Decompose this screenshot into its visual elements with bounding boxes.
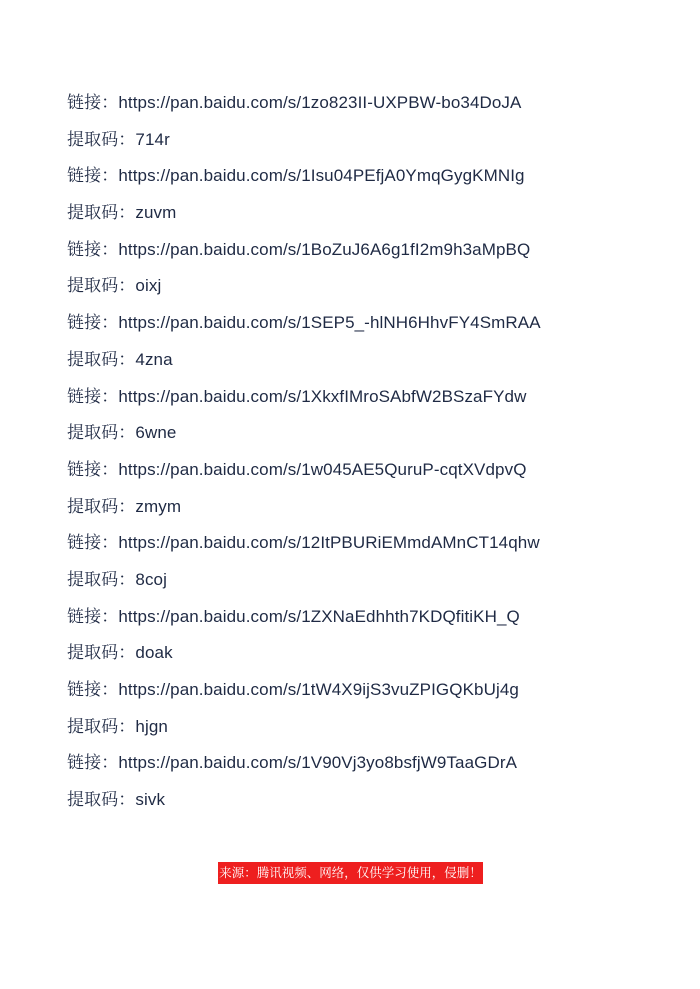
extraction-code: 8coj <box>135 569 167 589</box>
link-url[interactable]: https://pan.baidu.com/s/1SEP5_-hlNH6HhvFY4SmRAA <box>118 313 541 333</box>
link-url[interactable]: https://pan.baidu.com/s/1BoZuJ6A6g1fI2m9h3aMpBQ <box>118 239 531 259</box>
link-list <box>67 90 667 824</box>
code-line-10 <box>67 787 667 824</box>
extraction-code: doak <box>135 643 173 663</box>
source-disclaimer-banner: 来源：腾讯视频、网络，仅供学习使用，侵删！ <box>218 862 483 884</box>
code-line-2 <box>67 200 667 237</box>
extraction-code: 714r <box>135 129 170 149</box>
code-line-8 <box>67 640 667 677</box>
link-url[interactable]: https://pan.baidu.com/s/1zo823II-UXPBW-bo34DoJA <box>118 93 522 112</box>
code-label: 提取码： <box>67 203 136 223</box>
extraction-code: zmym <box>135 496 182 516</box>
link-label: 链接： <box>67 386 119 406</box>
link-url[interactable]: https://pan.baidu.com/s/1XkxfIMroSAbfW2BSzaFYdw <box>118 386 527 406</box>
link-url[interactable]: https://pan.baidu.com/s/1tW4X9ijS3vuZPIGQKbUj4g <box>118 680 519 699</box>
code-line-7 <box>67 567 667 604</box>
code-label: 提取码： <box>67 349 136 369</box>
code-label: 提取码： <box>67 496 136 516</box>
link-url[interactable]: https://pan.baidu.com/s/12ItPBURiEMmdAMnCT14qhw <box>118 533 540 553</box>
code-line-6 <box>67 494 667 531</box>
link-label: 链接： <box>67 166 119 186</box>
link-line-8 <box>67 604 667 641</box>
link-line-2 <box>67 163 667 200</box>
link-label: 链接： <box>67 533 119 553</box>
extraction-code: hjgn <box>135 716 168 736</box>
link-line-10 <box>67 750 667 787</box>
link-label: 链接： <box>67 93 119 112</box>
code-label: 提取码： <box>67 643 136 663</box>
extraction-code: 4zna <box>135 349 173 369</box>
link-line-4 <box>67 310 667 347</box>
code-line-3 <box>67 273 667 310</box>
code-label: 提取码： <box>67 569 136 589</box>
code-label: 提取码： <box>67 716 136 736</box>
link-url[interactable]: https://pan.baidu.com/s/1w045AE5QuruP-cqtXVdpvQ <box>118 459 527 479</box>
link-line-3 <box>67 237 667 274</box>
code-label: 提取码： <box>67 129 136 149</box>
link-url[interactable]: https://pan.baidu.com/s/1Isu04PEfjA0YmqGygKMNIg <box>118 166 525 186</box>
extraction-code: oixj <box>135 276 162 296</box>
extraction-code: zuvm <box>135 203 177 223</box>
link-label: 链接： <box>67 680 119 699</box>
link-line-6 <box>67 457 667 494</box>
code-label: 提取码： <box>67 790 136 810</box>
code-line-9 <box>67 714 667 751</box>
extraction-code: sivk <box>135 790 166 810</box>
code-line-1 <box>67 127 667 164</box>
extraction-code: 6wne <box>135 423 177 443</box>
link-line-5 <box>67 384 667 421</box>
code-label: 提取码： <box>67 423 136 443</box>
link-label: 链接： <box>67 753 119 773</box>
code-label: 提取码： <box>67 276 136 296</box>
link-url[interactable]: https://pan.baidu.com/s/1V90Vj3yo8bsfjW9TaaGDrA <box>118 753 518 773</box>
link-url[interactable]: https://pan.baidu.com/s/1ZXNaEdhhth7KDQfitiKH_Q <box>118 606 520 626</box>
link-label: 链接： <box>67 459 119 479</box>
link-line-7 <box>67 530 667 567</box>
code-line-4 <box>67 347 667 384</box>
link-label: 链接： <box>67 606 119 626</box>
link-label: 链接： <box>67 239 119 259</box>
link-label: 链接： <box>67 313 119 333</box>
link-line-1 <box>67 90 667 127</box>
link-line-9 <box>67 677 667 714</box>
code-line-5 <box>67 420 667 457</box>
